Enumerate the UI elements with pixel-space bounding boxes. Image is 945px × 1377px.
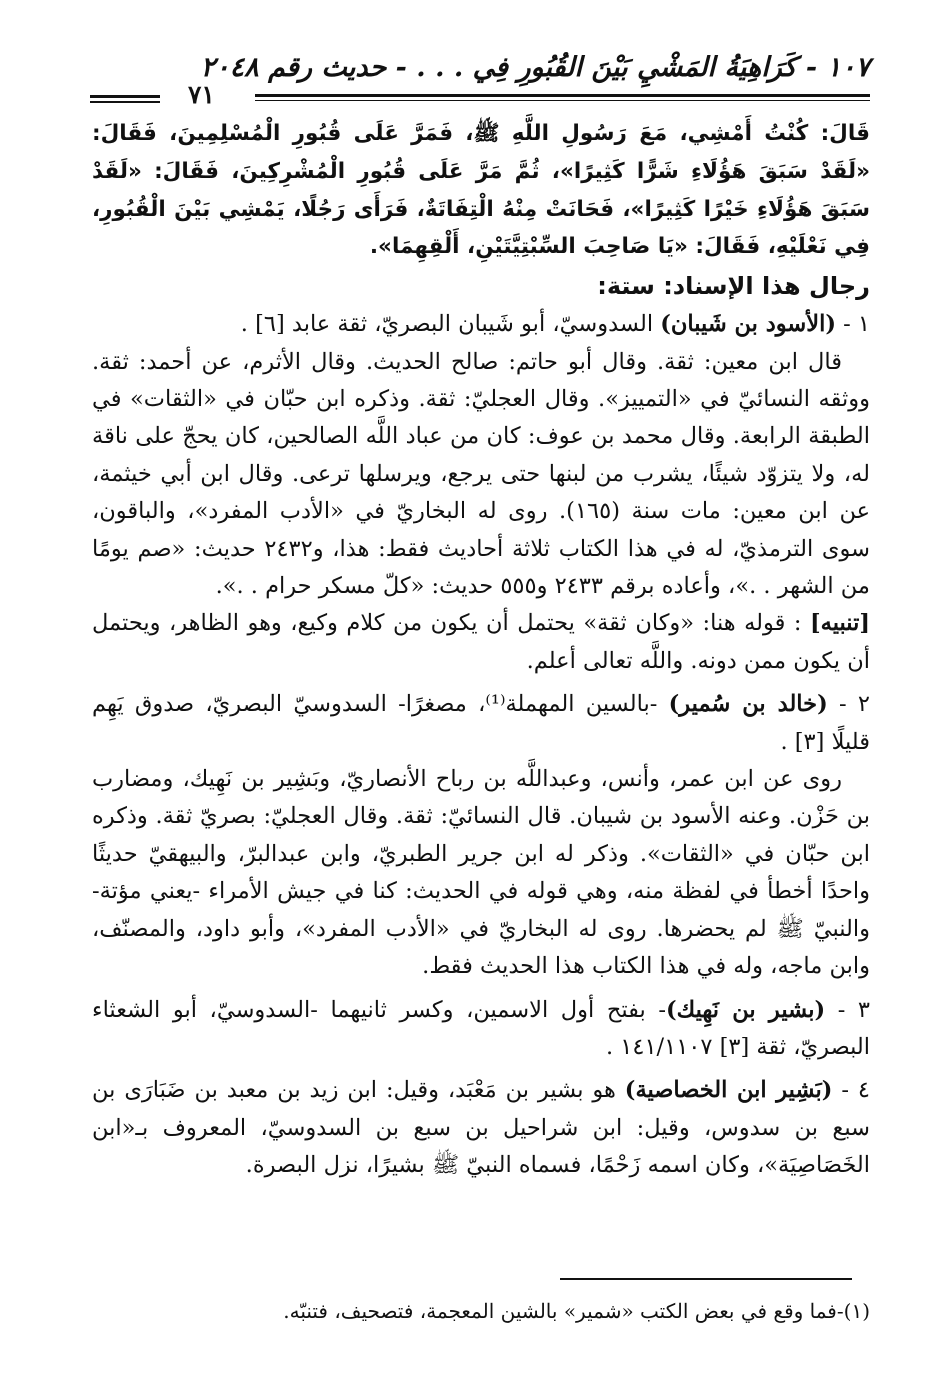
narrator-number: ٤ - [832,1077,870,1104]
narrator-1-heading [92,306,870,343]
page-number: ٧١ [188,80,215,109]
narrator-number: ٣ - [825,996,870,1023]
footnote-separator [560,1278,852,1280]
narrator-1-note [92,605,870,680]
note-label: [تنبيه] [810,610,870,637]
narrator-name: (الأسود بن شَيبان) [660,311,836,338]
narrator-number: ٢ - [827,691,870,718]
narrator-number: ١ - [835,311,870,338]
header-rule-thin [255,100,870,101]
header-rule-left-thin [90,101,160,103]
page-body [92,115,870,1185]
narrator-2-heading [92,686,870,761]
narrator-summary: - بفتح أول الاسمين، وكسر ثانيهما -السدوسيّ، أبو الشعثاء البصريّ، ثقة [٣] ١٤١/١١٠٧ . [92,996,870,1060]
narrator-summary: هو بشير بن مَعْبَد، وقيل: ابن زيد بن معبد بن ضَبَارَى بن سبع بن سدوس، وقيل: ابن شراحيل بن سبع بن السدوسيّ، المعروف بـ«ابن الخَصَاصِيَة»، وكان اسمه زَحْمًا، فسماه النبيّ ﷺ بشيرًا، نزل البصرة. [92,1077,870,1179]
narrator-3-heading [92,992,870,1067]
hadith-text: قَالَ: كُنْتُ أَمْشِي، مَعَ رَسُولِ اللَّهِ ﷺ، فَمَرَّ عَلَى قُبُورِ الْمُسْلِمِينَ، فَقَالَ: «لَقَدْ سَبَقَ هَؤُلَاءِ شَرًّا كَثِيرًا»، ثُمَّ مَرَّ عَلَى قُبُورِ الْمُشْرِكِينَ، فَقَالَ: «لَقَدْ سَبَقَ هَؤُلَاءِ خَيْرًا كَثِيرًا»، فَحَانَتْ مِنْهُ الْتِفَاتَةٌ، فَرَأَى رَجُلًا، يَمْشِي بَيْنَ الْقُبُورِ، فِي نَعْلَيْهِ، فَقَالَ: «يَا صَاحِبَ السِّبْتِيَّتَيْنِ، أَلْقِهِمَا». [92,121,870,260]
note-text: : قوله هنا: «وكان ثقة» يحتمل أن يكون من كلام وكيع، وهو الظاهر، ويحتمل أن يكون ممن دونه. واللَّه تعالى أعلم. [92,610,870,674]
narrator-name: (بَشِير ابن الخصاصية) [624,1077,833,1104]
narrator-2-body: روى عن ابن عمر، وأنس، وعبداللَّه بن رباح الأنصاريّ، وبَشِير بن نَهِيك، ومضارب بن حَزْن. وعنه الأسود بن شيبان. قال النسائيّ: ثقة. وقال العجليّ: بصريّ ثقة. وذكره ابن حبّان في «الثقات». وذكر له ابن جرير الطبريّ، وابن عبدالبرّ، والبيهقيّ حديثًا واحدًا أخطأ في لفظة منه، وهي قوله في الحديث: كنا في جيش الأمراء -يعني مؤتة- والنبيّ ﷺ لم يحضرها. روى له البخاريّ في «الأدب المفرد»، وأبو داود، والمصنّف، وابن ماجه، وله في هذا الكتاب هذا الحديث فقط. [92,766,870,980]
narrator-name: (خالد بن سُمير) [668,691,828,718]
footnote: (١)-فما وقع في بعض الكتب «شمير» بالشين المعجمة، فتصحيف، فتنبّه. [283,1299,870,1323]
narrator-4-heading [92,1072,870,1184]
narrator-summary: -بالسين المهملة⁽¹⁾، مصغرًا- السدوسيّ البصريّ، صدوق يَهِم قليلًا [٣] . [92,691,870,755]
header-rule [255,94,870,97]
narrator-summary: السدوسيّ، أبو شَيبان البصريّ، ثقة عابد [٦] . [240,311,661,338]
section-heading: رجال هذا الإسناد: ستة: [597,272,870,301]
header-rule-left [90,95,160,98]
narrator-1-body: قال ابن معين: ثقة. وقال أبو حاتم: صالح الحديث. وقال الأثرم، عن أحمد: ثقة. ووثقه النسائيّ في «التمييز». وقال العجليّ: ثقة. وذكره ابن حبّان في «الثقات» في الطبقة الرابعة. وقال محمد بن عوف: كان من عباد اللَّه الصالحين، كان يحجّ على ناقة له، ولا يتزوّد شيئًا، يشرب من لبنها حتى يرجع، ويرسلها ترعى. وقال ابن أبي خيثمة، عن ابن معين: مات سنة (١٦٥). روى له البخاريّ في «الأدب المفرد»، والباقون، سوى الترمذيّ، له في هذا الكتاب ثلاثة أحاديث فقط: هذا، و٢٤٣٢ حديث: «صم يومًا من الشهر . .»، وأعاده برقم ٢٤٣٣ و٥٥٥ حديث: «كلّ مسكر حرام . .». [92,348,871,600]
running-title: ١٠٧ - كَرَاهِيَةُ المَشْيِ بَيْنَ القُبُورِ فِي . . . - حديث رقم ٢٠٤٨ [200,52,870,83]
narrator-name: (بشير بن نَهِيك) [665,996,826,1023]
page-header [90,52,870,112]
